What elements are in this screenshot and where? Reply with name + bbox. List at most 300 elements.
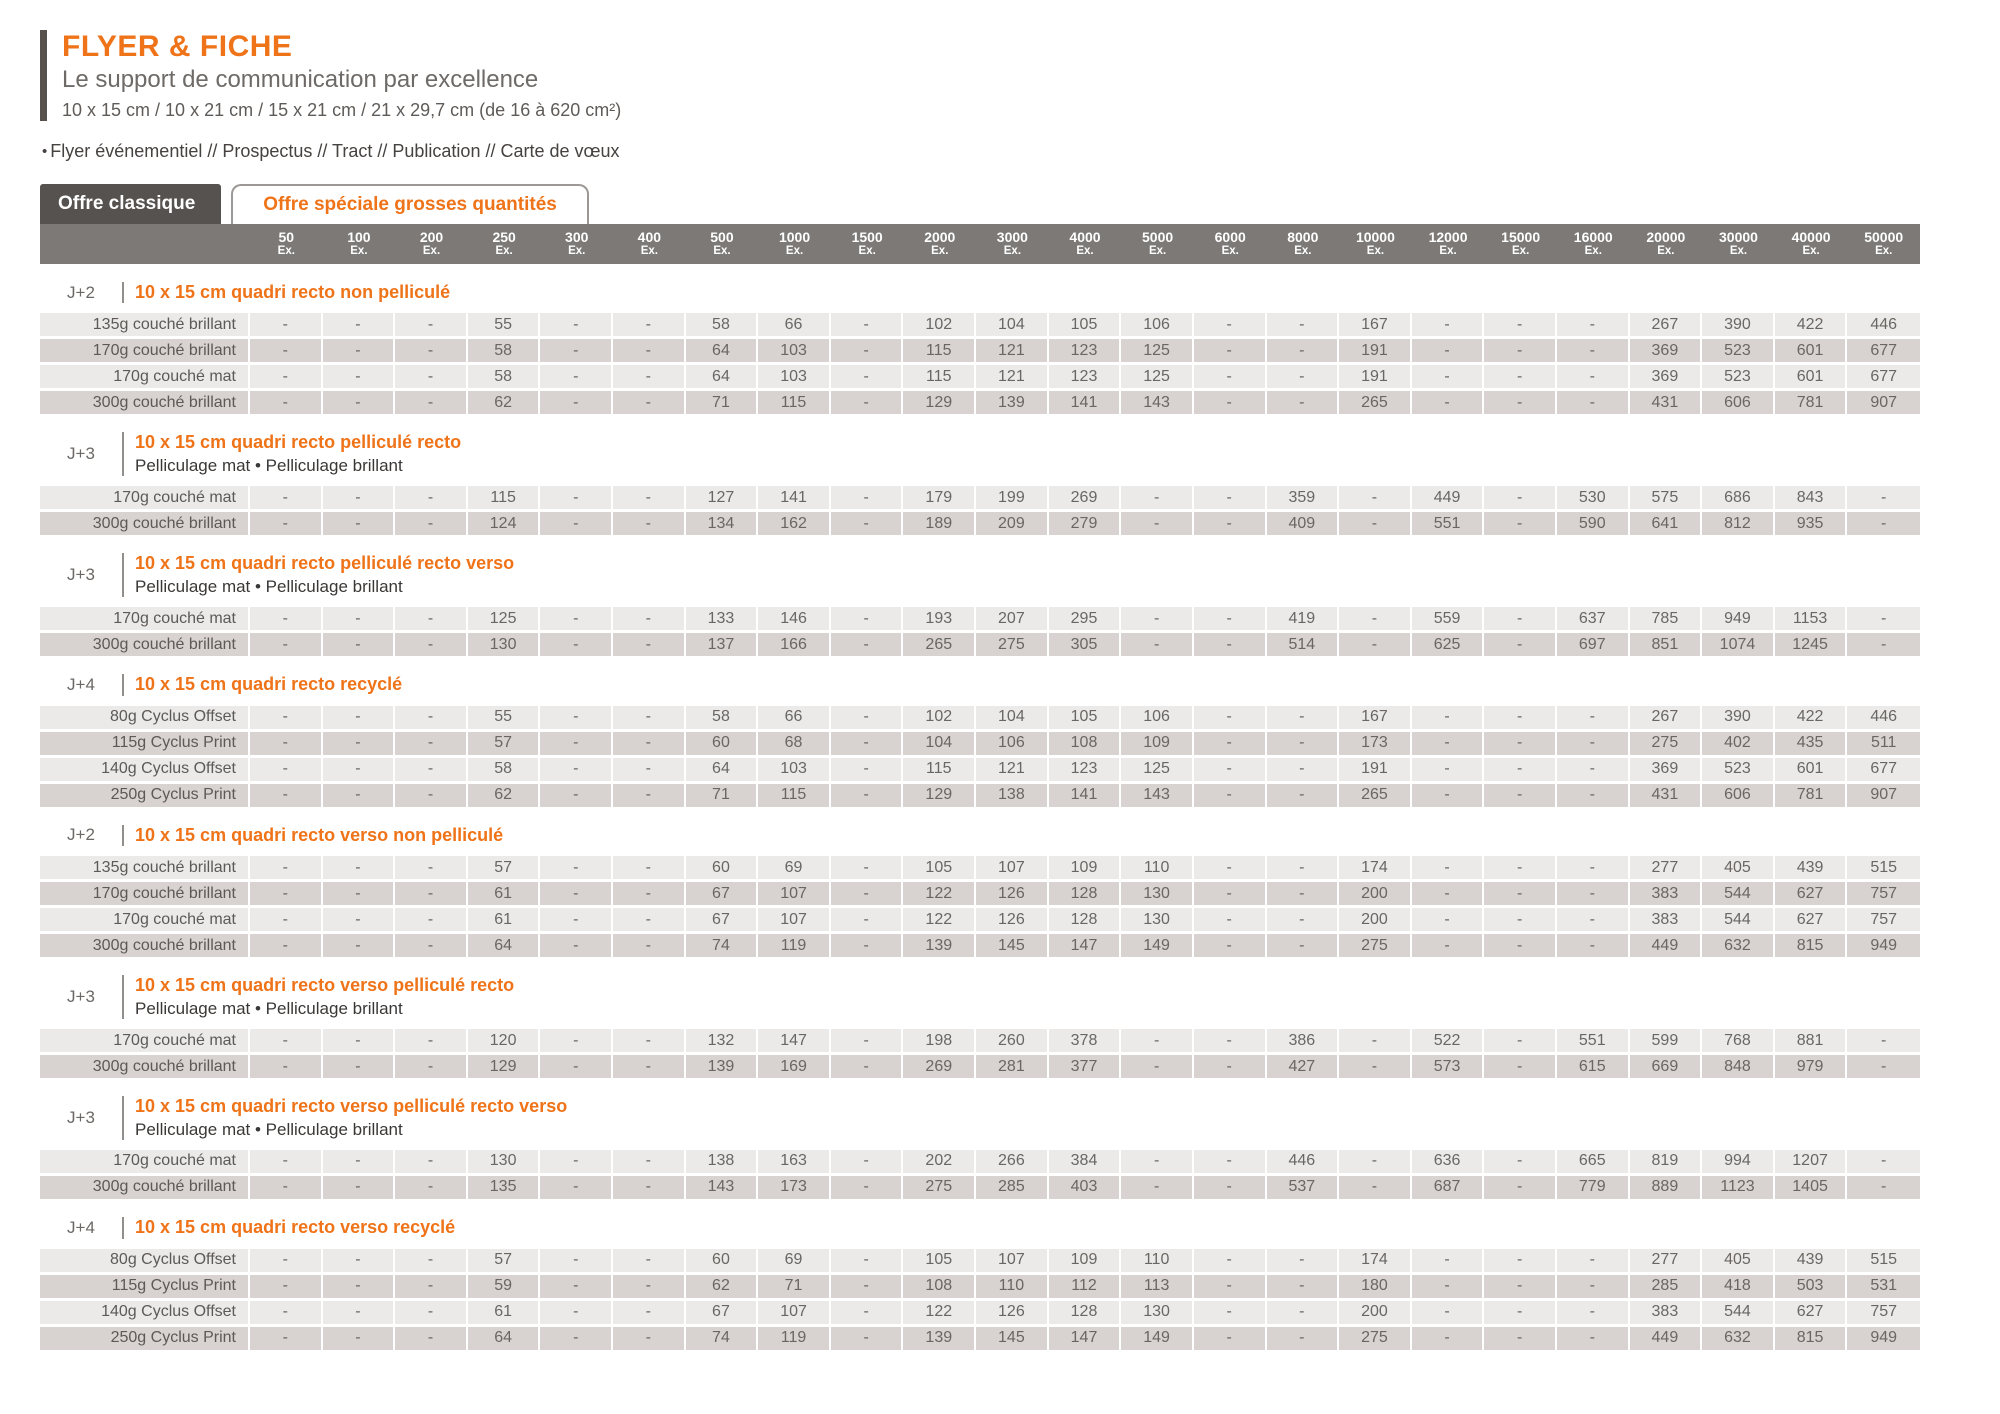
row-label: 140g Cyclus Offset bbox=[40, 758, 250, 781]
section bbox=[40, 1217, 1920, 1350]
price-cell: - bbox=[831, 1301, 904, 1324]
price-cell: - bbox=[1194, 882, 1267, 905]
price-cell: 71 bbox=[686, 784, 759, 807]
price-cell: 145 bbox=[976, 934, 1049, 957]
price-cell: 601 bbox=[1775, 758, 1848, 781]
price-cell: - bbox=[831, 1150, 904, 1173]
price-cell: - bbox=[1194, 856, 1267, 879]
price-cell: - bbox=[831, 391, 904, 414]
price-cell: 757 bbox=[1847, 1301, 1920, 1324]
price-cell: 907 bbox=[1847, 391, 1920, 414]
quantity-header-cell bbox=[686, 224, 759, 264]
price-cell: - bbox=[613, 391, 686, 414]
price-cell: - bbox=[1194, 391, 1267, 414]
price-cell: 515 bbox=[1847, 856, 1920, 879]
price-cell: - bbox=[540, 1150, 613, 1173]
price-cell: - bbox=[613, 1029, 686, 1052]
production-delay: J+3 bbox=[67, 565, 95, 585]
price-cell: - bbox=[395, 1029, 468, 1052]
price-cell: 123 bbox=[1049, 758, 1122, 781]
price-cell: 431 bbox=[1630, 391, 1703, 414]
price-cell: 277 bbox=[1630, 1249, 1703, 1272]
price-cell: 67 bbox=[686, 1301, 759, 1324]
price-cell: 819 bbox=[1630, 1150, 1703, 1173]
price-cell: - bbox=[613, 706, 686, 729]
divider bbox=[122, 1217, 124, 1239]
price-cell: - bbox=[395, 706, 468, 729]
quantity-unit: Ex. bbox=[1802, 245, 1820, 258]
quantity-header-cell bbox=[1484, 224, 1557, 264]
price-cell: - bbox=[1121, 633, 1194, 656]
price-cell: 390 bbox=[1702, 706, 1775, 729]
table-row bbox=[40, 856, 1920, 879]
price-cell: 55 bbox=[468, 313, 541, 336]
price-cell: 199 bbox=[976, 486, 1049, 509]
price-cell: - bbox=[831, 758, 904, 781]
price-cell: - bbox=[613, 784, 686, 807]
price-cell: 64 bbox=[468, 934, 541, 957]
section-title: 10 x 15 cm quadri recto recyclé bbox=[135, 674, 403, 695]
price-cell: - bbox=[1412, 339, 1485, 362]
price-cell: 544 bbox=[1702, 882, 1775, 905]
price-cell: 143 bbox=[686, 1176, 759, 1199]
price-cell: 1405 bbox=[1775, 1176, 1848, 1199]
price-cell: 405 bbox=[1702, 1249, 1775, 1272]
quantity-value: 200 bbox=[419, 229, 444, 246]
price-cell: 403 bbox=[1049, 1176, 1122, 1199]
price-cell: - bbox=[1339, 633, 1412, 656]
quantity-value: 16000 bbox=[1573, 229, 1613, 246]
price-cell: 59 bbox=[468, 1275, 541, 1298]
price-cell: 115 bbox=[903, 365, 976, 388]
quantity-value: 6000 bbox=[1214, 229, 1246, 246]
quantity-unit: Ex. bbox=[931, 245, 949, 258]
production-delay: J+4 bbox=[67, 1217, 95, 1237]
price-cell: - bbox=[1194, 934, 1267, 957]
price-cell: 641 bbox=[1630, 512, 1703, 535]
price-cell: - bbox=[395, 1327, 468, 1350]
row-label: 115g Cyclus Print bbox=[40, 1275, 250, 1298]
quantity-header-cell bbox=[1557, 224, 1630, 264]
price-cell: - bbox=[831, 365, 904, 388]
quantity-unit: Ex. bbox=[568, 245, 586, 258]
price-cell: - bbox=[1484, 1150, 1557, 1173]
price-cell: 191 bbox=[1339, 339, 1412, 362]
price-cell: - bbox=[1412, 1327, 1485, 1350]
quantity-unit: Ex. bbox=[495, 245, 513, 258]
price-cell: 66 bbox=[758, 706, 831, 729]
quantity-value: 50 bbox=[278, 229, 295, 246]
price-cell: 369 bbox=[1630, 365, 1703, 388]
price-cell: - bbox=[1484, 313, 1557, 336]
production-delay: J+2 bbox=[67, 282, 95, 302]
price-cell: - bbox=[1121, 607, 1194, 630]
price-cell: 64 bbox=[686, 758, 759, 781]
price-cell: - bbox=[395, 486, 468, 509]
price-cell: 107 bbox=[976, 856, 1049, 879]
price-cell: 848 bbox=[1702, 1055, 1775, 1078]
price-cell: 522 bbox=[1412, 1029, 1485, 1052]
price-cell: - bbox=[1484, 706, 1557, 729]
price-cell: 198 bbox=[903, 1029, 976, 1052]
price-cell: - bbox=[1484, 512, 1557, 535]
price-cell: 130 bbox=[468, 1150, 541, 1173]
price-cell: - bbox=[613, 732, 686, 755]
price-cell: 146 bbox=[758, 607, 831, 630]
price-cell: - bbox=[250, 908, 323, 931]
quantity-unit: Ex. bbox=[1221, 245, 1239, 258]
price-cell: - bbox=[1557, 758, 1630, 781]
price-cell: 551 bbox=[1412, 512, 1485, 535]
price-cell: 439 bbox=[1775, 856, 1848, 879]
price-cell: 166 bbox=[758, 633, 831, 656]
section-title: 10 x 15 cm quadri recto pelliculé recto verso bbox=[135, 553, 515, 574]
price-cell: - bbox=[1339, 1055, 1412, 1078]
price-cell: 285 bbox=[1630, 1275, 1703, 1298]
price-cell: 129 bbox=[903, 391, 976, 414]
quantity-header-spacer bbox=[40, 224, 250, 264]
quantity-value: 20000 bbox=[1646, 229, 1686, 246]
price-cell: 267 bbox=[1630, 313, 1703, 336]
price-cell: 979 bbox=[1775, 1055, 1848, 1078]
price-cell: 851 bbox=[1630, 633, 1703, 656]
price-cell: 69 bbox=[758, 1249, 831, 1272]
price-cell: - bbox=[323, 512, 396, 535]
quantity-value: 5000 bbox=[1142, 229, 1174, 246]
price-cell: - bbox=[1484, 1301, 1557, 1324]
price-cell: 121 bbox=[976, 758, 1049, 781]
quantity-unit: Ex. bbox=[1729, 245, 1748, 258]
price-cell: 191 bbox=[1339, 365, 1412, 388]
price-cell: 431 bbox=[1630, 784, 1703, 807]
price-cell: - bbox=[1412, 882, 1485, 905]
price-cell: - bbox=[395, 512, 468, 535]
production-delay: J+3 bbox=[67, 444, 95, 464]
section-titles bbox=[135, 282, 450, 304]
price-cell: 207 bbox=[976, 607, 1049, 630]
price-cell: 109 bbox=[1049, 856, 1122, 879]
price-cell: 61 bbox=[468, 882, 541, 905]
price-cell: - bbox=[540, 758, 613, 781]
price-cell: 189 bbox=[903, 512, 976, 535]
price-cell: 119 bbox=[758, 934, 831, 957]
price-cell: - bbox=[1412, 908, 1485, 931]
price-cell: 781 bbox=[1775, 391, 1848, 414]
price-cell: 615 bbox=[1557, 1055, 1630, 1078]
price-cell: 107 bbox=[758, 908, 831, 931]
price-cell: - bbox=[1484, 856, 1557, 879]
price-cell: 449 bbox=[1412, 486, 1485, 509]
price-cell: - bbox=[1412, 1249, 1485, 1272]
row-label: 250g Cyclus Print bbox=[40, 1327, 250, 1350]
tab-offre-classique[interactable]: Offre classique bbox=[40, 184, 221, 224]
price-cell: 575 bbox=[1630, 486, 1703, 509]
price-cell: 677 bbox=[1847, 758, 1920, 781]
price-cell: - bbox=[831, 1327, 904, 1350]
price-cell: 105 bbox=[1049, 313, 1122, 336]
price-cell: 573 bbox=[1412, 1055, 1485, 1078]
price-cell: 104 bbox=[976, 313, 1049, 336]
price-cell: - bbox=[1121, 512, 1194, 535]
price-cell: 139 bbox=[976, 391, 1049, 414]
price-cell: 812 bbox=[1702, 512, 1775, 535]
price-cell: 544 bbox=[1702, 908, 1775, 931]
price-cell: 147 bbox=[758, 1029, 831, 1052]
section-titles bbox=[135, 975, 514, 1019]
production-delay: J+3 bbox=[67, 987, 95, 1007]
price-cell: - bbox=[831, 1176, 904, 1199]
price-cell: - bbox=[1484, 1249, 1557, 1272]
price-cell: - bbox=[1847, 1055, 1920, 1078]
price-cell: 275 bbox=[1339, 1327, 1412, 1350]
price-cell: - bbox=[613, 882, 686, 905]
section bbox=[40, 1096, 1920, 1199]
quantity-value: 300 bbox=[565, 229, 589, 246]
price-cell: - bbox=[1412, 706, 1485, 729]
price-cell: - bbox=[323, 1249, 396, 1272]
price-cell: 405 bbox=[1702, 856, 1775, 879]
price-cell: - bbox=[1267, 365, 1340, 388]
price-cell: - bbox=[540, 1301, 613, 1324]
price-cell: 106 bbox=[1121, 313, 1194, 336]
price-cell: 132 bbox=[686, 1029, 759, 1052]
price-cell: 112 bbox=[1049, 1275, 1122, 1298]
price-cell: - bbox=[1484, 908, 1557, 931]
price-cell: 383 bbox=[1630, 908, 1703, 931]
price-cell: - bbox=[831, 732, 904, 755]
price-cell: 383 bbox=[1630, 882, 1703, 905]
table-row bbox=[40, 365, 1920, 388]
section-title: 10 x 15 cm quadri recto verso pelliculé recto verso bbox=[135, 1096, 568, 1117]
price-cell: - bbox=[1412, 365, 1485, 388]
price-cell: - bbox=[1267, 732, 1340, 755]
price-cell: 55 bbox=[468, 706, 541, 729]
section-header bbox=[40, 1217, 1920, 1239]
price-cell: - bbox=[1121, 1150, 1194, 1173]
price-cell: - bbox=[1121, 486, 1194, 509]
price-cell: 163 bbox=[758, 1150, 831, 1173]
price-cell: 427 bbox=[1267, 1055, 1340, 1078]
uses-line bbox=[42, 141, 1960, 162]
price-cell: 935 bbox=[1775, 512, 1848, 535]
price-cell: - bbox=[831, 1249, 904, 1272]
price-cell: - bbox=[1412, 784, 1485, 807]
price-cell: 544 bbox=[1702, 1301, 1775, 1324]
price-cell: - bbox=[1484, 1327, 1557, 1350]
price-cell: 57 bbox=[468, 732, 541, 755]
price-cell: - bbox=[395, 784, 468, 807]
table-row bbox=[40, 1176, 1920, 1199]
price-cell: 104 bbox=[976, 706, 1049, 729]
price-cell: - bbox=[540, 365, 613, 388]
price-cell: 167 bbox=[1339, 706, 1412, 729]
row-label: 300g couché brillant bbox=[40, 633, 250, 656]
price-cell: - bbox=[1412, 856, 1485, 879]
price-cell: - bbox=[323, 908, 396, 931]
row-label: 300g couché brillant bbox=[40, 1055, 250, 1078]
uses-text: Flyer événementiel // Prospectus // Tract // Publication // Carte de vœux bbox=[50, 140, 620, 161]
price-cell: - bbox=[1339, 512, 1412, 535]
price-cell: 881 bbox=[1775, 1029, 1848, 1052]
price-cell: - bbox=[323, 1301, 396, 1324]
quantity-header-cell bbox=[1775, 224, 1848, 264]
section-subtitle: Pelliculage mat • Pelliculage brillant bbox=[135, 576, 403, 596]
price-cell: - bbox=[540, 1029, 613, 1052]
price-cell: 67 bbox=[686, 908, 759, 931]
price-cell: - bbox=[831, 1055, 904, 1078]
quantity-value: 50000 bbox=[1864, 229, 1904, 246]
quantity-unit: Ex. bbox=[1003, 245, 1022, 258]
price-cell: - bbox=[1121, 1176, 1194, 1199]
table-row bbox=[40, 339, 1920, 362]
price-cell: 686 bbox=[1702, 486, 1775, 509]
price-cell: - bbox=[1194, 1327, 1267, 1350]
quantity-header-cell bbox=[540, 224, 613, 264]
price-cell: 104 bbox=[903, 732, 976, 755]
price-cell: - bbox=[323, 732, 396, 755]
price-cell: - bbox=[323, 1029, 396, 1052]
price-cell: 449 bbox=[1630, 1327, 1703, 1350]
price-cell: - bbox=[613, 1301, 686, 1324]
section-titles bbox=[135, 1217, 455, 1239]
quantity-header-cell bbox=[758, 224, 831, 264]
price-cell: - bbox=[1121, 1055, 1194, 1078]
price-cell: - bbox=[395, 908, 468, 931]
quantity-header-cell bbox=[831, 224, 904, 264]
price-cell: - bbox=[1339, 1176, 1412, 1199]
price-cell: - bbox=[395, 313, 468, 336]
quantity-header-cell bbox=[1412, 224, 1485, 264]
price-cell: - bbox=[250, 486, 323, 509]
price-cell: 305 bbox=[1049, 633, 1122, 656]
price-cell: 60 bbox=[686, 732, 759, 755]
price-cell: 108 bbox=[1049, 732, 1122, 755]
row-label: 250g Cyclus Print bbox=[40, 784, 250, 807]
price-cell: 757 bbox=[1847, 882, 1920, 905]
price-cell: 58 bbox=[686, 706, 759, 729]
quantity-header-cell bbox=[613, 224, 686, 264]
table-row bbox=[40, 486, 1920, 509]
quantity-unit: Ex. bbox=[640, 245, 658, 258]
price-cell: - bbox=[250, 1029, 323, 1052]
quantity-value: 40000 bbox=[1791, 229, 1831, 246]
price-cell: - bbox=[613, 908, 686, 931]
price-cell: - bbox=[540, 1327, 613, 1350]
section-titles bbox=[135, 674, 402, 696]
price-cell: - bbox=[613, 486, 686, 509]
price-cell: - bbox=[250, 784, 323, 807]
price-cell: 200 bbox=[1339, 908, 1412, 931]
price-cell: - bbox=[1557, 784, 1630, 807]
price-cell: - bbox=[1412, 391, 1485, 414]
price-cell: 523 bbox=[1702, 365, 1775, 388]
price-cell: - bbox=[831, 882, 904, 905]
price-cell: - bbox=[1267, 1275, 1340, 1298]
price-cell: 277 bbox=[1630, 856, 1703, 879]
price-cell: - bbox=[395, 882, 468, 905]
price-cell: - bbox=[395, 1249, 468, 1272]
quantity-unit: Ex. bbox=[277, 245, 295, 258]
price-cell: - bbox=[1267, 339, 1340, 362]
section bbox=[40, 825, 1920, 958]
price-cell: 126 bbox=[976, 882, 1049, 905]
price-cell: - bbox=[1484, 784, 1557, 807]
price-cell: 68 bbox=[758, 732, 831, 755]
price-cell: - bbox=[1557, 391, 1630, 414]
quantity-value: 250 bbox=[492, 229, 516, 246]
price-cell: 200 bbox=[1339, 1301, 1412, 1324]
price-cell: - bbox=[1484, 486, 1557, 509]
quantity-value: 4000 bbox=[1069, 229, 1101, 246]
table-row bbox=[40, 633, 1920, 656]
price-cell: - bbox=[323, 1150, 396, 1173]
price-cell: - bbox=[1847, 486, 1920, 509]
price-cell: 439 bbox=[1775, 1249, 1848, 1272]
quantity-unit: Ex. bbox=[1439, 245, 1457, 258]
table-row bbox=[40, 1275, 1920, 1298]
price-cell: - bbox=[1339, 607, 1412, 630]
tab-offre-speciale-grosses-quantites[interactable]: Offre spéciale grosses quantités bbox=[231, 184, 589, 224]
price-cell: 74 bbox=[686, 1327, 759, 1350]
price-cell: - bbox=[540, 633, 613, 656]
price-cell: 265 bbox=[903, 633, 976, 656]
price-cell: 402 bbox=[1702, 732, 1775, 755]
price-cell: 143 bbox=[1121, 391, 1194, 414]
price-cell: - bbox=[323, 607, 396, 630]
price-cell: - bbox=[1339, 1150, 1412, 1173]
price-cell: - bbox=[1557, 1275, 1630, 1298]
row-label: 170g couché mat bbox=[40, 486, 250, 509]
quantity-header-cell bbox=[468, 224, 541, 264]
price-cell: - bbox=[395, 856, 468, 879]
price-cell: - bbox=[1557, 339, 1630, 362]
price-cell: - bbox=[395, 1301, 468, 1324]
price-cell: 627 bbox=[1775, 882, 1848, 905]
price-cell: 126 bbox=[976, 908, 1049, 931]
section-header bbox=[40, 282, 1920, 304]
price-cell: 627 bbox=[1775, 1301, 1848, 1324]
price-cell: 102 bbox=[903, 706, 976, 729]
price-cell: 1153 bbox=[1775, 607, 1848, 630]
price-cell: - bbox=[250, 633, 323, 656]
price-cell: - bbox=[323, 934, 396, 957]
section-header bbox=[40, 825, 1920, 847]
price-cell: 265 bbox=[1339, 391, 1412, 414]
price-cell: 275 bbox=[1630, 732, 1703, 755]
price-cell: - bbox=[323, 633, 396, 656]
price-cell: 435 bbox=[1775, 732, 1848, 755]
section-subtitle: Pelliculage mat • Pelliculage brillant bbox=[135, 998, 403, 1018]
price-cell: - bbox=[250, 1301, 323, 1324]
price-cell: 599 bbox=[1630, 1029, 1703, 1052]
price-cell: - bbox=[1194, 758, 1267, 781]
section bbox=[40, 674, 1920, 807]
price-cell: - bbox=[1847, 1176, 1920, 1199]
price-cell: - bbox=[540, 908, 613, 931]
price-cell: - bbox=[250, 365, 323, 388]
price-cell: - bbox=[1267, 856, 1340, 879]
bullet-icon: • bbox=[42, 142, 48, 160]
price-cell: - bbox=[1339, 486, 1412, 509]
price-cell: - bbox=[395, 934, 468, 957]
section bbox=[40, 553, 1920, 656]
price-cell: - bbox=[1557, 1301, 1630, 1324]
table-row bbox=[40, 607, 1920, 630]
price-cell: - bbox=[613, 365, 686, 388]
price-cell: 137 bbox=[686, 633, 759, 656]
price-cell: - bbox=[613, 1327, 686, 1350]
quantity-value: 1000 bbox=[778, 229, 811, 246]
